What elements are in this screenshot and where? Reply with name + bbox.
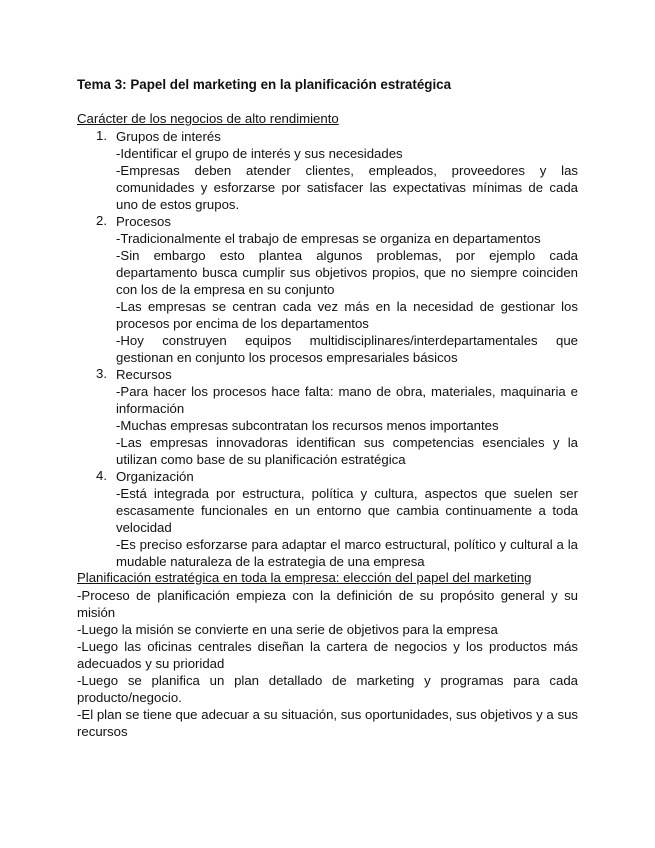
list-line: -Las empresas innovadoras identifican sus competencias esenciales y la utilizan como base de su planificación estratégica: [116, 435, 578, 467]
list-line: -Es preciso esforzarse para adaptar el marco estructural, político y cultural a la mudable naturaleza de la estrategia de una empresa: [116, 537, 578, 569]
list-line: -Para hacer los procesos hace falta: mano de obra, materiales, maquinaria e información: [116, 384, 578, 416]
list-line: -Hoy construyen equipos multidisciplinares/interdepartamentales que gestionan en conjunto los procesos empresariales básicos: [116, 333, 578, 365]
list-item-resources: [77, 366, 578, 468]
body-line: -Luego las oficinas centrales diseñan la cartera de negocios y los productos más adecuados y su prioridad: [77, 639, 578, 671]
list-line: -Tradicionalmente el trabajo de empresas se organiza en departamentos: [116, 231, 541, 246]
list-line: -Está integrada por estructura, política y cultura, aspectos que suelen ser escasamente funcionales en un entorno que cambia continuamente a toda velocidad: [116, 486, 578, 535]
section-heading-high-performance: Carácter de los negocios de alto rendimiento: [77, 111, 339, 126]
list-line: -Sin embargo esto plantea algunos problemas, por ejemplo cada departamento busca cumplir sus objetivos propios, que no siempre coinciden con los de la empresa en su conjunto: [116, 248, 578, 297]
list-item-label: Grupos de interés: [116, 129, 221, 144]
list-item-label: Procesos: [116, 214, 171, 229]
section-body: [77, 587, 578, 740]
section-heading-strategic-planning: Planificación estratégica en toda la empresa: elección del papel del marketing: [77, 570, 532, 585]
list-line: -Las empresas se centran cada vez más en la necesidad de gestionar los procesos por encima de los departamentos: [116, 299, 578, 331]
list-line: -Identificar el grupo de interés y sus necesidades: [116, 146, 403, 161]
list-item-label: Organización: [116, 469, 194, 484]
list-number: 1.: [96, 128, 107, 143]
page-title: Tema 3: Papel del marketing en la planificación estratégica: [77, 77, 452, 92]
list-number: 4.: [96, 468, 107, 483]
body-line: -Proceso de planificación empieza con la definición de su propósito general y su misión: [77, 588, 578, 620]
body-line: -Luego la misión se convierte en una serie de objetivos para la empresa: [77, 622, 498, 637]
list-number: 2.: [96, 213, 107, 228]
body-line: -El plan se tiene que adecuar a su situación, sus oportunidades, sus objetivos y a sus recursos: [77, 707, 578, 739]
body-line: -Luego se planifica un plan detallado de marketing y programas para cada producto/negocio.: [77, 673, 578, 705]
list-line: -Muchas empresas subcontratan los recursos menos importantes: [116, 418, 499, 433]
list-number: 3.: [96, 366, 107, 381]
list-line: -Empresas deben atender clientes, empleados, proveedores y las comunidades y esforzarse por satisfacer las expectativas mínimas de cada uno de estos grupos.: [116, 163, 578, 212]
list-item-stakeholders: [77, 128, 578, 213]
list-item-processes: [77, 213, 578, 366]
list-item-label: Recursos: [116, 367, 172, 382]
numbered-list: [77, 128, 578, 570]
list-item-organization: [77, 468, 578, 570]
